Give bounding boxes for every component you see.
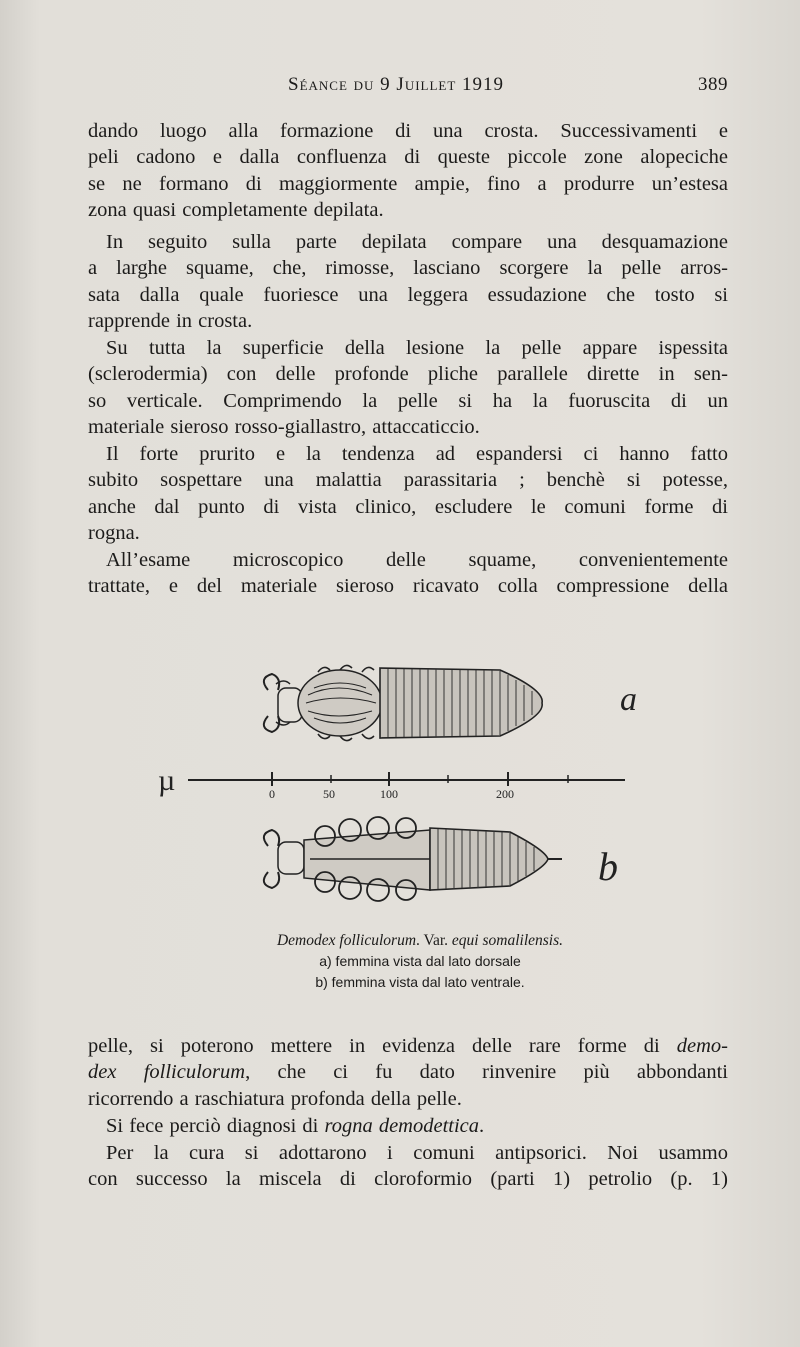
text-line: zona quasi completamente depilata.	[88, 199, 384, 222]
text-line: (sclerodermia) con delle profonde pliche parallele dirette in sen-	[88, 363, 728, 386]
figure-caption	[150, 930, 690, 993]
scale-tick-label: 50	[323, 787, 335, 801]
text-line: a larghe squame, che, rimosse, lasciano scorgere la pelle arros-	[88, 257, 728, 280]
italic-term: dex folliculorum	[88, 1061, 246, 1084]
page-number: 389	[698, 74, 728, 95]
caption-line-a: a) femmina vista dal lato dorsale	[319, 953, 521, 969]
scale-tick-label: 0	[269, 787, 275, 801]
text-line	[88, 1059, 728, 1085]
paragraph-3	[88, 335, 728, 441]
text-line: subito sospettare una malattia parassitaria ; benchè si potesse,	[88, 469, 728, 492]
paragraph-5	[88, 547, 728, 600]
text-line: Su tutta la superficie della lesione la pelle appare ispessita	[106, 337, 728, 359]
text-line: Il forte prurito e la tendenza ad espandersi ci hanno fatto	[106, 443, 728, 465]
text-line: materiale sieroso rosso-giallastro, attaccaticcio.	[88, 416, 480, 439]
text-line: sata dalla quale fuoriesce una leggera essudazione che tosto si	[88, 283, 728, 306]
text-line: rapprende in crosta.	[88, 310, 253, 333]
paragraph-6	[88, 1033, 728, 1112]
text-line: ricorrendo a raschiatura profonda della pelle.	[88, 1087, 462, 1110]
text-span: .	[479, 1115, 485, 1137]
caption-variety: equi somalilensis.	[451, 932, 564, 949]
header-title: Séance du 9 Juillet 1919	[288, 74, 505, 95]
running-header	[88, 74, 728, 102]
caption-title	[150, 930, 690, 951]
text-line: anche dal punto di vista clinico, escludere le comuni forme di	[88, 495, 728, 518]
text-line: se ne formano di maggiormente ampie, fino a produrre un’estesa	[88, 172, 728, 195]
paragraph-8	[88, 1140, 728, 1193]
caption-species: Demodex folliculorum	[276, 932, 417, 949]
caption-var: . Var.	[416, 932, 452, 949]
scale-tick-label: 100	[380, 787, 398, 801]
scale-bar	[188, 772, 625, 786]
scale-unit: µ	[158, 764, 176, 797]
text-line: con successo la miscela di cloroformio (parti 1) petrolio (p. 1)	[88, 1168, 728, 1191]
text-span: Si fece perciò diagnosi di	[106, 1115, 325, 1137]
paragraph-7	[88, 1113, 728, 1139]
text-line: trattate, e del materiale sieroso ricavato colla compressione della	[88, 575, 728, 598]
italic-term: rogna demodettica	[324, 1115, 480, 1137]
paragraph-1	[88, 118, 728, 224]
italic-term: demo-	[676, 1035, 728, 1057]
demodex-figure	[150, 640, 690, 940]
caption-line-b: b) femmina vista dal lato ventrale.	[315, 974, 525, 990]
text-span: pelle, si poterono mettere in evidenza delle rare forme di	[88, 1035, 677, 1057]
text-span: , che ci fu dato rinvenire più abbondanti	[245, 1061, 728, 1084]
text-line: so verticale. Comprimendo la pelle si ha la fuoruscita di un	[88, 389, 728, 412]
label-b: b	[598, 844, 618, 889]
figure-illustration	[150, 640, 690, 940]
label-a: a	[620, 681, 637, 718]
paragraph-2	[88, 229, 728, 335]
text-line: Per la cura si adottarono i comuni antipsorici. Noi usammo	[106, 1142, 728, 1164]
text-line: In seguito sulla parte depilata compare una desquamazione	[106, 231, 728, 253]
text-line: All’esame microscopico delle squame, convenientemente	[106, 549, 728, 571]
scale-tick-label: 200	[496, 787, 514, 801]
text-line	[88, 1113, 728, 1139]
specimen-b-drawing	[264, 817, 562, 901]
text-line: dando luogo alla formazione di una crosta. Successivamenti e	[88, 120, 728, 142]
text-line: peli cadono e dalla confluenza di queste piccole zone alopeciche	[88, 146, 728, 169]
paragraph-4	[88, 441, 728, 547]
text-line	[88, 1033, 728, 1059]
text-line: rogna.	[88, 522, 140, 545]
